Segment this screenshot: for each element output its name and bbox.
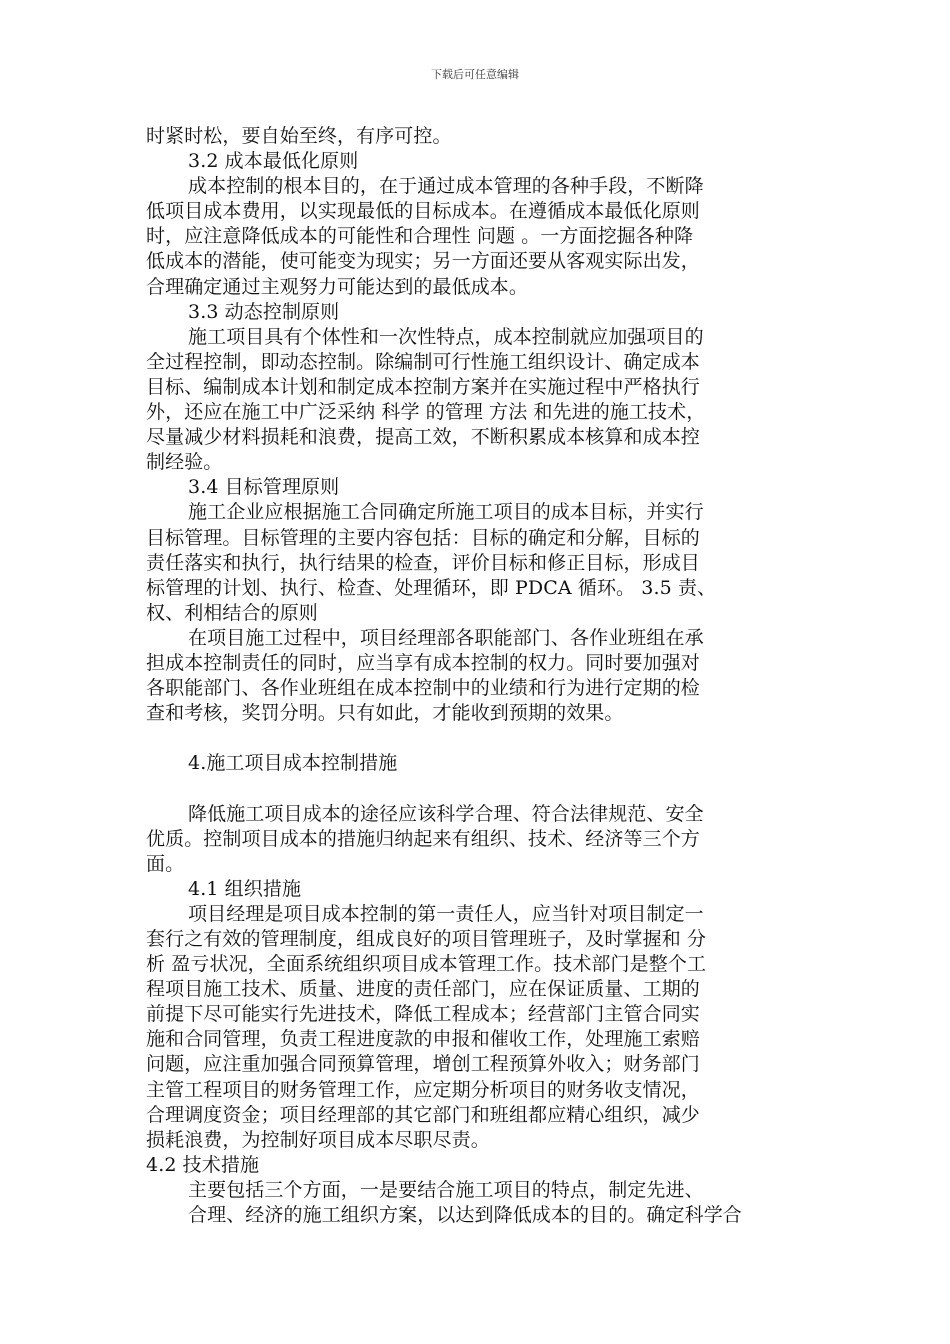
section-heading: 3.3 动态控制原则 xyxy=(188,300,340,323)
body-line: 4.2 技术措施 xyxy=(146,1153,260,1176)
body-line: 优质。控制项目成本的措施归纳起来有组织、技术、经济等三个方 xyxy=(146,827,700,850)
section-heading: 主要包括三个方面，一是要结合施工项目的特点，制定先进、 xyxy=(188,1178,704,1201)
chapter-heading: 4.施工项目成本控制措施 xyxy=(188,752,398,775)
body-line: 责任落实和执行，执行结果的检查，评价目标和修正目标，形成目 xyxy=(146,551,700,574)
body-line: 时，应注意降低成本的可能性和合理性 问题 。一方面挖掘各种降 xyxy=(146,225,694,248)
body-line: 全过程控制，即动态控制。除编制可行性施工组织设计、确定成本 xyxy=(146,350,700,373)
body-line: 各职能部门、各作业班组在成本控制中的业绩和行为进行定期的检 xyxy=(146,677,700,700)
body-line: 标管理的计划、执行、检查、处理循环，即 PDCA 循环。 3.5 责、 xyxy=(146,576,717,599)
body-line: 主管工程项目的财务管理工作，应定期分析项目的财务收支情况， xyxy=(146,1078,700,1101)
blank-line xyxy=(146,726,814,751)
body-line: 损耗浪费，为控制好项目成本尽职尽责。 xyxy=(146,1128,490,1151)
body-line: 问题，应注重加强合同预算管理，增创工程预算外收入；财务部门 xyxy=(146,1053,700,1076)
body-line: 尽量减少材料损耗和浪费，提高工效，不断积累成本核算和成本控 xyxy=(146,426,700,449)
body-line: 目标、编制成本计划和制定成本控制方案并在实施过程中严格执行 xyxy=(146,375,700,398)
body-line: 套行之有效的管理制度，组成良好的项目管理班子，及时掌握和 分 xyxy=(146,928,707,950)
body-line: 权、利相结合的原则 xyxy=(146,601,318,624)
body-line: 在项目施工过程中，项目经理部各职能部门、各作业班组在承 xyxy=(188,626,704,649)
body-line: 降低施工项目成本的途径应该科学合理、符合法律规范、安全 xyxy=(188,802,704,825)
body-line: 前提下尽可能实行先进技术，降低工程成本；经营部门主管合同实 xyxy=(146,1003,700,1026)
body-line: 低项目成本费用，以实现最低的目标成本。在遵循成本最低化原则 xyxy=(146,200,700,223)
body-line: 项目经理是项目成本控制的第一责任人，应当针对项目制定一 xyxy=(188,902,704,925)
body-line: 外，还应在施工中广泛采纳 科学 的管理 方法 和先进的施工技术， xyxy=(146,401,706,424)
body-line: 合理调度资金；项目经理部的其它部门和班组都应精心组织，减少 xyxy=(146,1103,700,1126)
body-line: 合理确定通过主观努力可能达到的最低成本。 xyxy=(146,275,529,298)
section-heading: 4.1 组织措施 xyxy=(188,877,302,900)
body-line: 查和考核，奖罚分明。只有如此，才能收到预期的效果。 xyxy=(146,702,624,725)
body-line: 成本控制的根本目的，在于通过成本管理的各种手段，不断降 xyxy=(188,175,704,198)
section-heading: 3.2 成本最低化原则 xyxy=(188,150,359,173)
body-line xyxy=(146,1228,814,1253)
body-line: 析 盈亏状况，全面系统组织项目成本管理工作。技术部门是整个工 xyxy=(146,953,707,976)
body-line: 面。 xyxy=(146,852,185,875)
blank-line xyxy=(146,776,814,801)
body-line: 目标管理。目标管理的主要内容包括：目标的确定和分解，目标的 xyxy=(146,526,700,549)
body-line: 施和合同管理，负责工程进度款的申报和催收工作，处理施工索赔 xyxy=(146,1028,700,1051)
body-line: 施工项目具有个体性和一次性特点，成本控制就应加强项目的 xyxy=(188,325,704,348)
body-line: 制经验。 xyxy=(146,451,223,474)
body-line: 担成本控制责任的同时，应当享有成本控制的权力。同时要加强对 xyxy=(146,651,700,674)
page-header-note: 下载后可任意编辑 xyxy=(431,68,519,81)
section-heading: 3.4 目标管理原则 xyxy=(188,476,340,499)
body-line: 施工企业应根据施工合同确定所施工项目的成本目标，并实行 xyxy=(188,501,704,524)
body-line: 低成本的潜能，使可能变为现实；另一方面还要从客观实际出发， xyxy=(146,250,700,273)
body-line: 合理、经济的施工组织方案，以达到降低成本的目的。确定科学合 xyxy=(188,1204,742,1227)
document-body xyxy=(146,124,814,1253)
body-line: 程项目施工技术、质量、进度的责任部门，应在保证质量、工期的 xyxy=(146,978,700,1001)
body-line: 时紧时松，要自始至终，有序可控。 xyxy=(146,125,452,147)
